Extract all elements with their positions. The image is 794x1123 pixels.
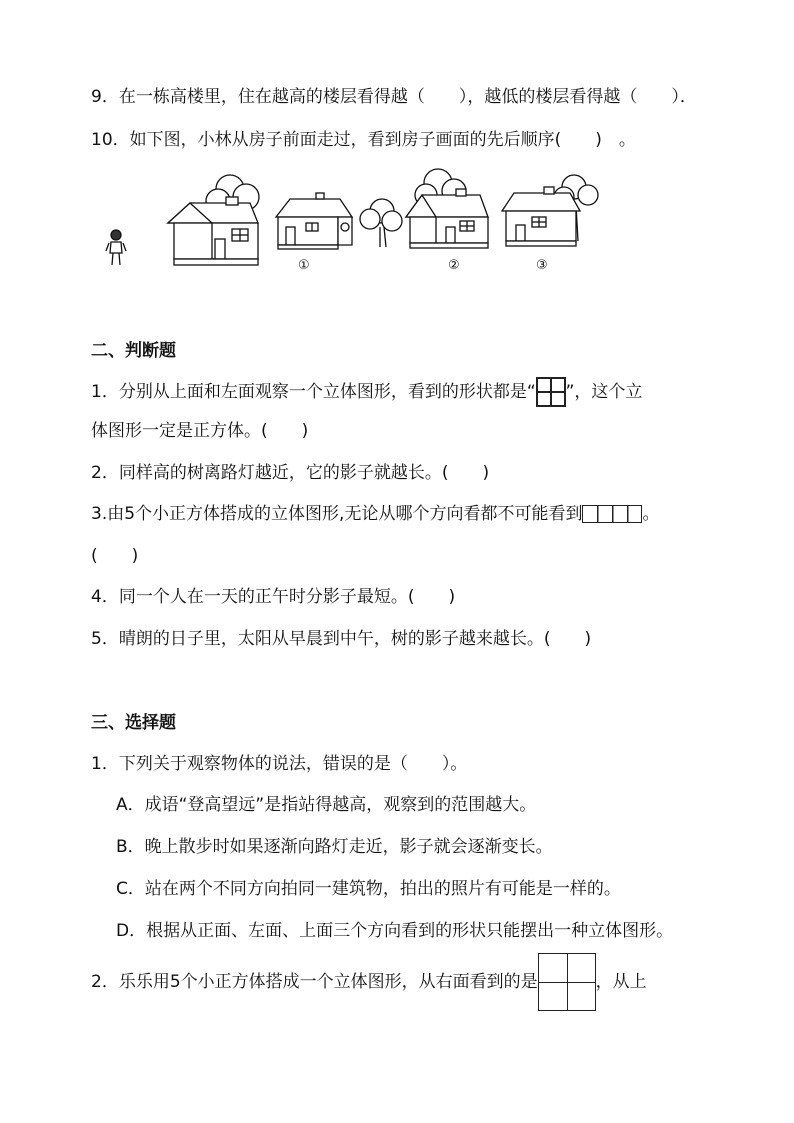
s2-q3-text-b: 。 xyxy=(642,504,660,524)
house-4-icon xyxy=(502,175,598,246)
s3-q2-text-a: 2．乐乐用5个小正方体搭成一个立体图形，从右面看到的是 xyxy=(91,972,538,992)
s2-q4-text: 4．同一个人在一天的正午时分影子最短。( ) xyxy=(91,587,456,607)
s3-option-b xyxy=(116,836,553,858)
q9-end: ． xyxy=(679,87,697,107)
house-2-icon xyxy=(276,193,402,249)
s3-option-d-text: D．根据从正面、左面、上面三个方向看到的形状只能摆出一种立体图形。 xyxy=(116,921,674,941)
s2-q5-text: 5．晴朗的日子里，太阳从早晨到中午，树的影子越来越长。( ) xyxy=(91,629,592,649)
s3-question-1 xyxy=(91,753,467,775)
house-3-icon xyxy=(406,169,488,248)
s2-q1-text-c: 体图形一定是正方体。( ) xyxy=(91,421,309,441)
s2-question-4 xyxy=(91,586,455,608)
s2-q3-text-c: ( ) xyxy=(91,546,139,566)
s3-question-2 xyxy=(91,953,647,1011)
s2-question-3-cont xyxy=(91,545,138,567)
s2-question-1 xyxy=(91,377,642,407)
houses-figure xyxy=(100,165,620,280)
s3-option-d xyxy=(116,920,673,942)
s2-question-5 xyxy=(91,628,591,650)
section-2-title xyxy=(91,340,176,362)
label-3: ③ xyxy=(536,258,548,273)
house-1-icon xyxy=(168,175,259,265)
s3-option-c xyxy=(116,878,621,900)
q9-blank-b: （ ） xyxy=(620,87,680,107)
s2-q3-text-a: 3.由5个小正方体搭成的立体图形,无论从哪个方向看都不可能看到 xyxy=(91,504,583,524)
section-3-title-text: 三、选择题 xyxy=(91,713,176,733)
s2-q1-text-b: ”，这个立 xyxy=(565,382,643,402)
s3-option-a-text: A．成语“登高望远”是指站得越高，观察到的范围越大。 xyxy=(116,795,537,815)
q10-text: 10．如下图，小林从房子前面走过，看到房子画面的先后顺序( ) 。 xyxy=(91,130,636,150)
q9-text-b: ，越低的楼层看得越 xyxy=(467,87,621,107)
four-square-row-figure xyxy=(582,505,642,523)
s3-option-a xyxy=(116,794,536,816)
s3-option-c-text: C．站在两个不同方向拍同一建筑物，拍出的照片有可能是一样的。 xyxy=(116,879,621,899)
q9-text-a: 9．在一栋高楼里，住在越高的楼层看得越 xyxy=(91,87,408,107)
right-view-grid-figure xyxy=(538,953,596,1011)
label-1: ① xyxy=(298,258,310,273)
s2-question-3 xyxy=(91,503,659,525)
s3-option-b-text: B．晚上散步时如果逐渐向路灯走近，影子就会逐渐变长。 xyxy=(116,837,553,857)
s3-q1-text: 1．下列关于观察物体的说法，错误的是（ ）。 xyxy=(91,754,468,774)
question-9 xyxy=(91,86,697,108)
child-icon xyxy=(106,230,126,265)
label-2: ② xyxy=(448,258,460,273)
q9-blank-a: （ ） xyxy=(407,87,468,107)
s2-question-2 xyxy=(91,462,489,484)
square-grid-figure xyxy=(536,377,566,407)
question-10 xyxy=(91,129,636,151)
s2-q2-text: 2．同样高的树离路灯越近，它的影子就越长。( ) xyxy=(91,463,490,483)
section-3-title xyxy=(91,712,176,734)
s3-q2-text-b: ，从上 xyxy=(595,972,647,992)
s2-question-1-cont xyxy=(91,420,308,442)
section-2-title-text: 二、判断题 xyxy=(91,341,176,361)
s2-q1-text-a: 1．分别从上面和左面观察一个立体图形，看到的形状都是“ xyxy=(91,382,536,402)
